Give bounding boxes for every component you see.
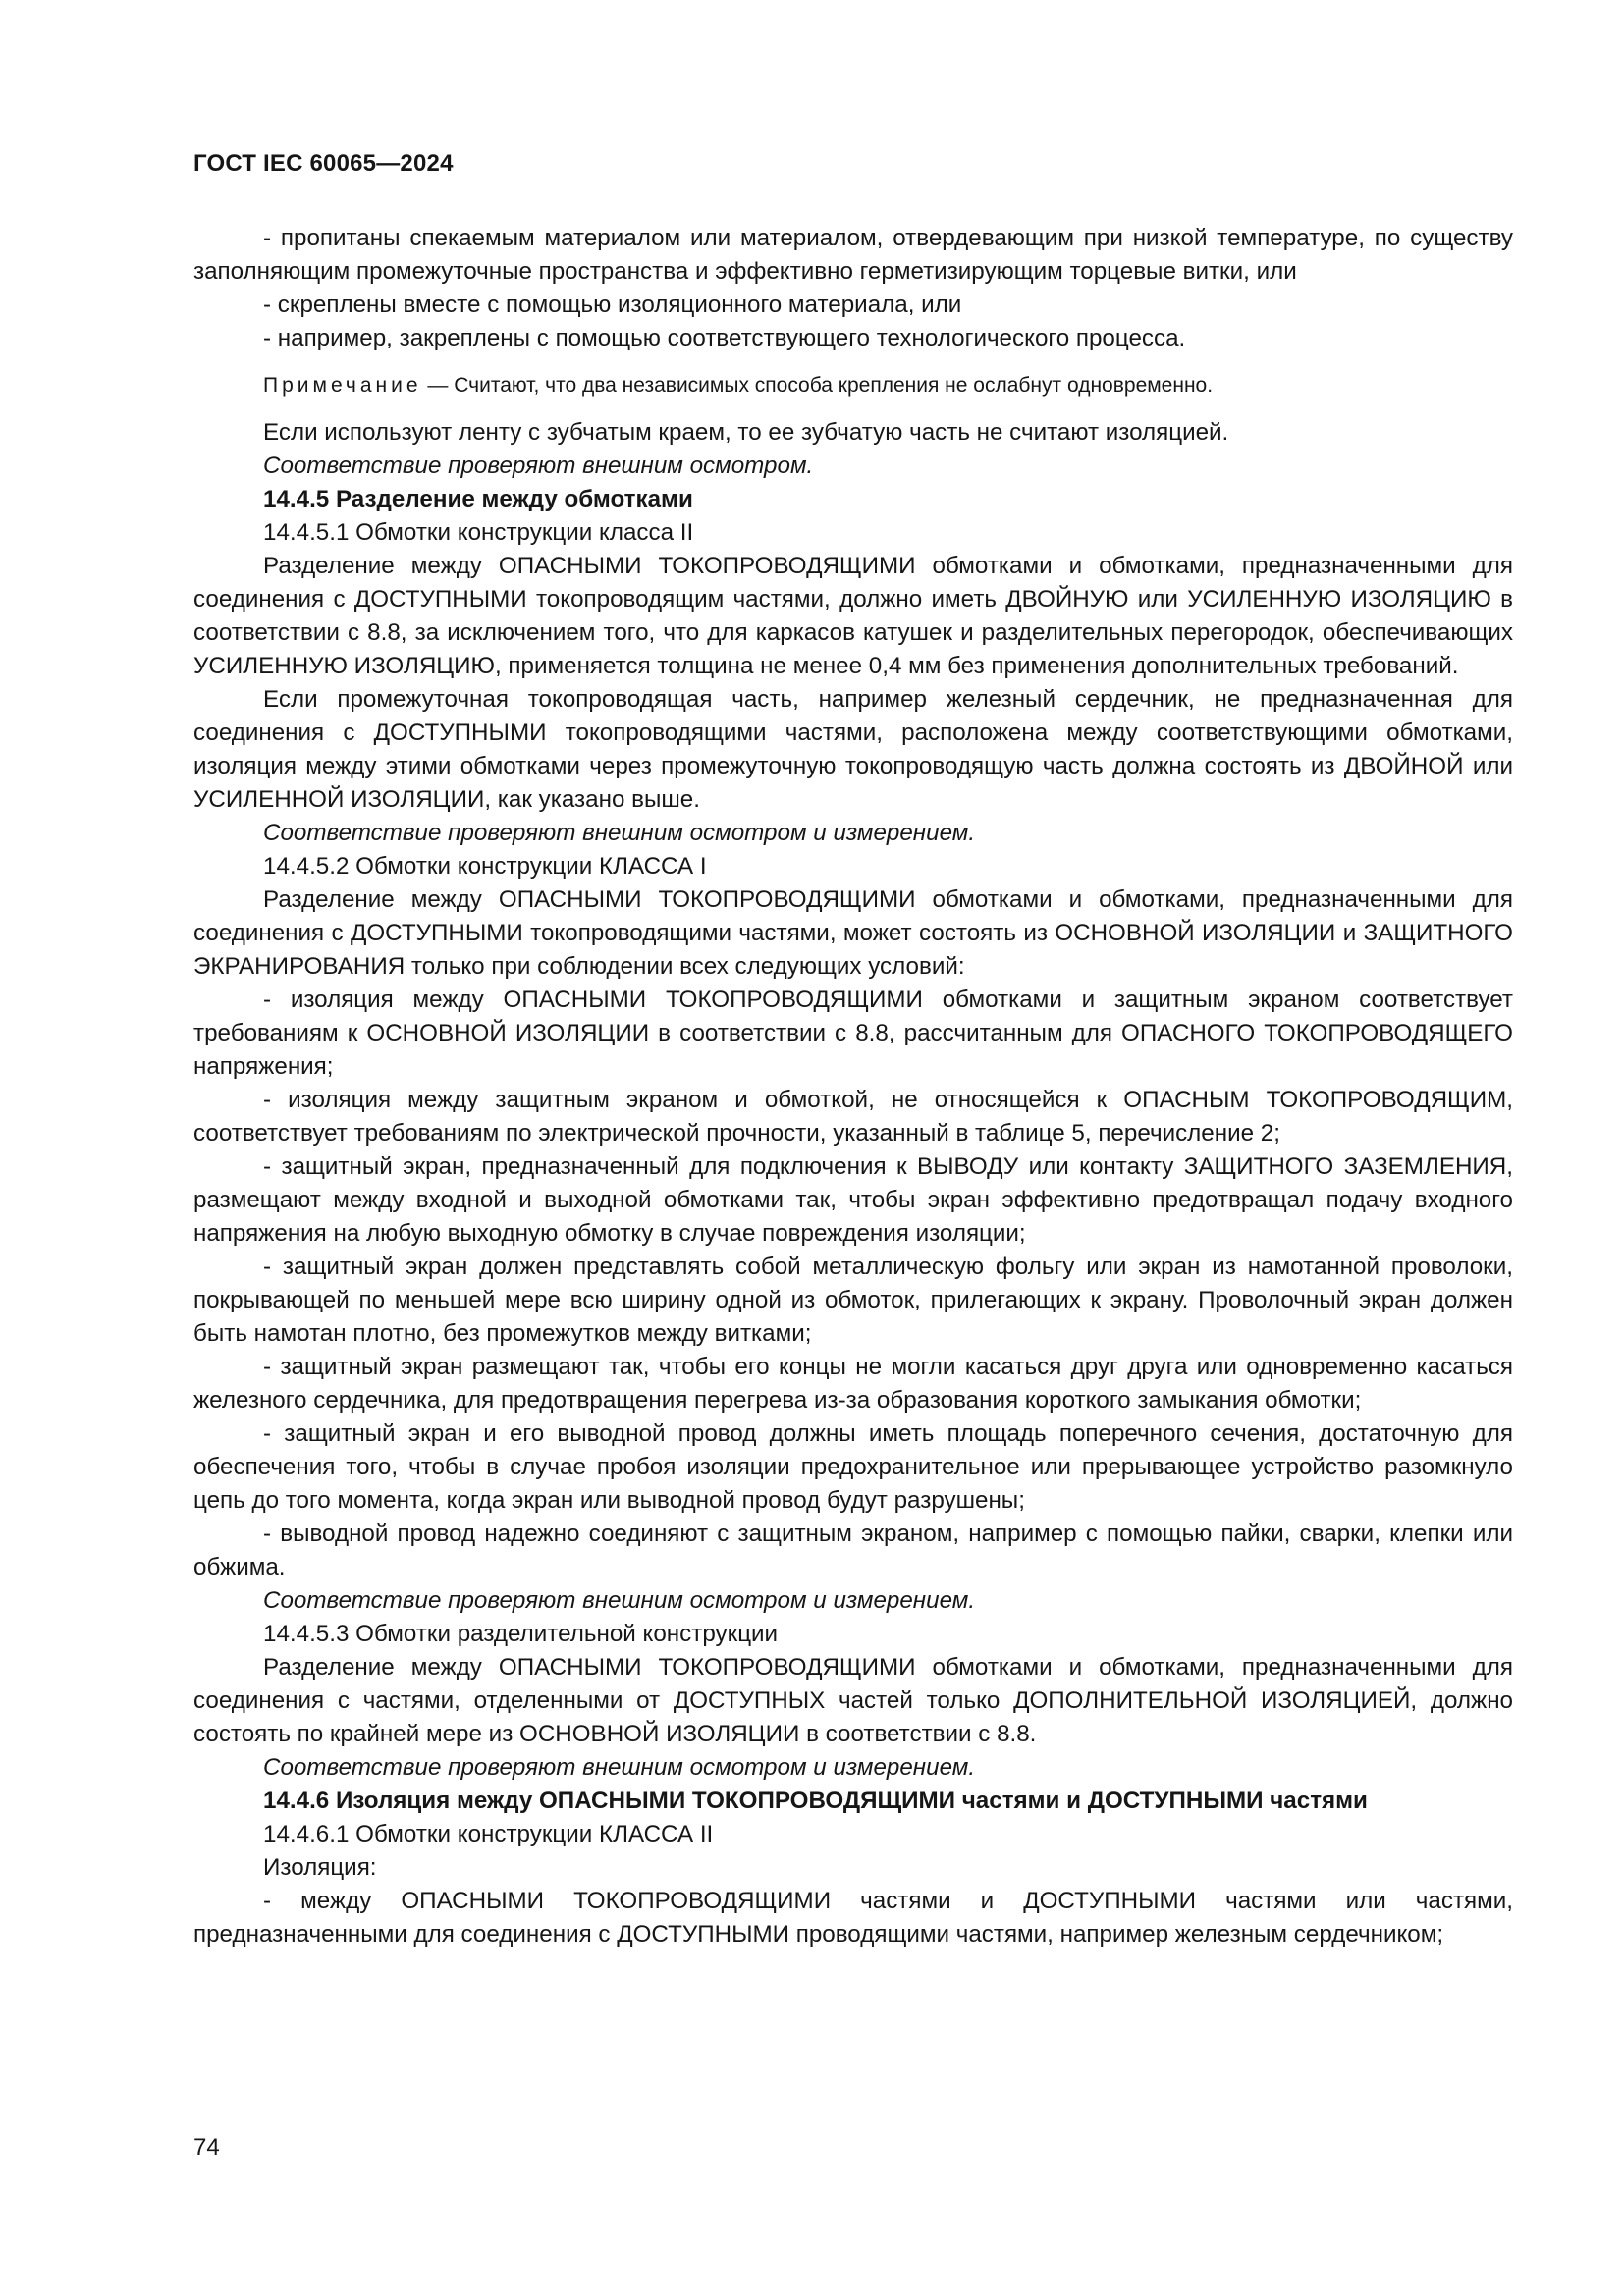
note-text: — Считают, что два независимых способа крепления не ослабнут одновременно. — [421, 374, 1214, 397]
list-item: - защитный экран должен представлять собой металлическую фольгу или экран из намотанной проволоки, покрывающей по меньшей мере всю ширину одной из обмоток, прилегающих к экрану. Проволочный экран должен быть намотан плотно, без промежутков между витками; — [193, 1254, 1513, 1347]
paragraph: Разделение между ОПАСНЫМИ ТОКОПРОВОДЯЩИМИ обмотками и обмотками, предназначенными для соединения с ДОСТУПНЫМИ токопроводящим частями, должно иметь ДВОЙНУЮ или УСИЛЕННУЮ ИЗОЛЯЦИЮ в соответствии с 8.8, за исключением того, что для каркасов катушек и разделительных перегородок, обеспечивающих УСИЛЕННУЮ ИЗОЛЯЦИЮ, применяется толщина не менее 0,4 мм без применения дополнительных требований. — [193, 553, 1513, 679]
list-item: - пропитаны спекаемым материалом или материалом, отвердевающим при низкой температуре, по существу заполняющим промежуточные пространства и эффективно герметизирующим торцевые витки, или — [193, 225, 1513, 285]
compliance-statement: Соответствие проверяют внешним осмотром и измерением. — [263, 1754, 976, 1781]
paragraph: Если промежуточная токопроводящая часть, например железный сердечник, не предназначенная для соединения с ДОСТУПНЫМИ токопроводящими частями, расположена между соответствующими обмотками, изоляция между этими обмотками через промежуточную токопроводящую часть должна состоять из ДВОЙНОЙ или УСИЛЕННОЙ ИЗОЛЯЦИИ, как указано выше. — [193, 686, 1513, 813]
list-item: - изоляция между ОПАСНЫМИ ТОКОПРОВОДЯЩИМИ обмотками и защитным экраном соответствует требованиям к ОСНОВНОЙ ИЗОЛЯЦИИ в соответствии с 8.8, рассчитанным для ОПАСНОГО ТОКОПРОВОДЯЩЕГО напряжения; — [193, 987, 1513, 1080]
subsection-title: 14.4.5.3 Обмотки разделительной конструкции — [263, 1621, 779, 1647]
list-item: - скреплены вместе с помощью изоляционного материала, или — [263, 292, 962, 318]
paragraph: Если используют ленту с зубчатым краем, то ее зубчатую часть не считают изоляцией. — [263, 419, 1229, 446]
note — [193, 369, 1513, 402]
list-item: - изоляция между защитным экраном и обмоткой, не относящейся к ОПАСНЫМ ТОКОПРОВОДЯЩИМ, соответствует требованиям по электрической прочности, указанный в таблице 5, перечисление 2; — [193, 1087, 1513, 1147]
page-number: 74 — [193, 2134, 220, 2161]
subsection-title: 14.4.6.1 Обмотки конструкции КЛАССА II — [263, 1821, 714, 1847]
section-heading: 14.4.6 Изоляция между ОПАСНЫМИ ТОКОПРОВОДЯЩИМИ частями и ДОСТУПНЫМИ частями — [263, 1788, 1368, 1814]
document-body — [193, 222, 1513, 1951]
paragraph: Изоляция: — [263, 1854, 377, 1881]
compliance-statement: Соответствие проверяют внешним осмотром и измерением. — [263, 1587, 976, 1614]
section-heading: 14.4.5 Разделение между обмотками — [263, 486, 693, 512]
list-item: - например, закреплены с помощью соответствующего технологического процесса. — [263, 325, 1186, 351]
compliance-statement: Соответствие проверяют внешним осмотром и измерением. — [263, 820, 976, 846]
subsection-title: 14.4.5.2 Обмотки конструкции КЛАССА I — [263, 853, 707, 880]
list-item: - защитный экран, предназначенный для подключения к ВЫВОДУ или контакту ЗАЩИТНОГО ЗАЗЕМЛЕНИЯ, размещают между входной и выходной обмотками так, чтобы экран эффективно предотвращал подачу входного напряжения на любую выходную обмотку в случае повреждения изоляции; — [193, 1153, 1513, 1247]
subsection-title: 14.4.5.1 Обмотки конструкции класса II — [263, 519, 694, 546]
list-item: - между ОПАСНЫМИ ТОКОПРОВОДЯЩИМИ частями и ДОСТУПНЫМИ частями или частями, предназначенными для соединения с ДОСТУПНЫМИ проводящими частями, например железным сердечником; — [193, 1888, 1513, 1948]
paragraph: Разделение между ОПАСНЫМИ ТОКОПРОВОДЯЩИМИ обмотками и обмотками, предназначенными для соединения с частями, отделенными от ДОСТУПНЫХ частей только ДОПОЛНИТЕЛЬНОЙ ИЗОЛЯЦИЕЙ, должно состоять по крайней мере из ОСНОВНОЙ ИЗОЛЯЦИИ в соответствии с 8.8. — [193, 1654, 1513, 1747]
page-header: ГОСТ IEC 60065—2024 — [193, 150, 454, 177]
list-item: - защитный экран и его выводной провод должны иметь площадь поперечного сечения, достаточную для обеспечения того, чтобы в случае пробоя изоляции предохранительное или прерывающее устройство разомкнуло цепь до того момента, когда экран или выводной провод будут разрушены; — [193, 1420, 1513, 1514]
list-item: - выводной провод надежно соединяют с защитным экраном, например с помощью пайки, сварки, клепки или обжима. — [193, 1521, 1513, 1580]
paragraph: Разделение между ОПАСНЫМИ ТОКОПРОВОДЯЩИМИ обмотками и обмотками, предназначенными для соединения с ДОСТУПНЫМИ токопроводящими частями, может состоять из ОСНОВНОЙ ИЗОЛЯЦИИ и ЗАЩИТНОГО ЭКРАНИРОВАНИЯ только при соблюдении всех следующих условий: — [193, 886, 1513, 980]
compliance-statement: Соответствие проверяют внешним осмотром. — [263, 453, 814, 479]
note-label: Примечание — [263, 374, 422, 397]
list-item: - защитный экран размещают так, чтобы его концы не могли касаться друг друга или одновременно касаться железного сердечника, для предотвращения перегрева из-за образования короткого замыкания обмотки; — [193, 1354, 1513, 1414]
